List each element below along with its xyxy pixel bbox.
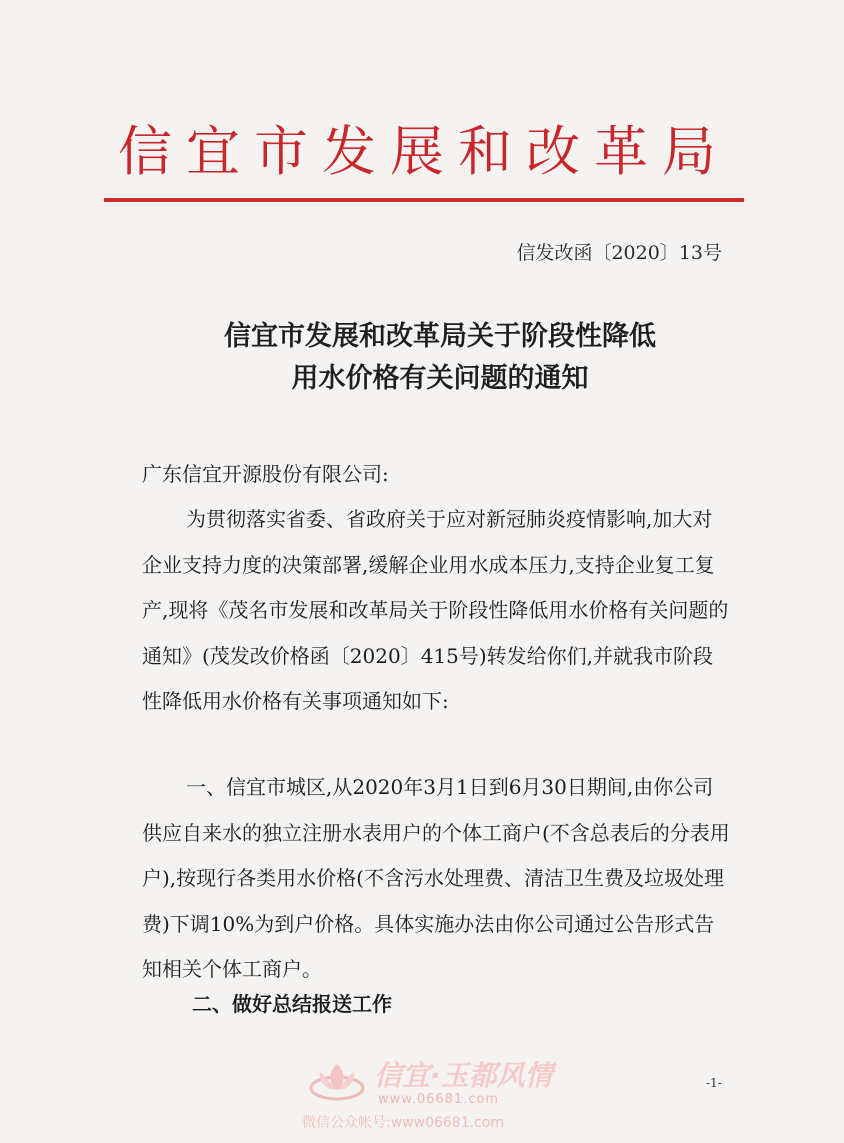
body-paragraph-intro: 为贯彻落实省委、省政府关于应对新冠肺炎疫情影响,加大对企业支持力度的决策部署,缓解企业用水成本压力,支持企业复工复产,现将《茂名市发展和改革局关于阶段性降低用水价格有关问题的通知》(茂发改价格函〔2020〕415号)转发给你们,并就我市阶段性降低用水价格有关事项通知如下: <box>142 507 729 713</box>
lotus-logo-icon <box>306 1058 368 1102</box>
section-heading-2: 二、做好总结报送工作 <box>192 992 392 1016</box>
document-number: 信发改函〔2020〕13号 <box>516 242 722 264</box>
title-line-1: 信宜市发展和改革局关于阶段性降低 <box>224 321 656 352</box>
watermark-wechat-account: 微信公众帐号:www06681.com <box>302 1115 504 1131</box>
issuing-authority-header: 信宜市发展和改革局 <box>118 120 730 183</box>
document-title <box>140 316 740 400</box>
title-line-2: 用水价格有关问题的通知 <box>291 363 589 394</box>
watermark <box>296 1050 556 1130</box>
page-number: -1- <box>706 1076 722 1090</box>
red-divider-line <box>104 198 744 202</box>
body-paragraph-item-1: 一、信宜市城区,从2020年3月1日到6月30日期间,由你公司供应自来水的独立注册水表用户的个体工商户(不含总表后的分表用户),按现行各类用水价格(不含污水处理费、清洁卫生费及垃圾处理费)下调10%为到户价格。具体实施办法由你公司通过公告形式告知相关个体工商户。 <box>142 775 730 981</box>
watermark-brand: 信宜·玉都风情 <box>374 1059 553 1092</box>
addressee: 广东信宜开源股份有限公司: <box>142 462 389 486</box>
watermark-url: www.06681.com <box>378 1092 500 1107</box>
